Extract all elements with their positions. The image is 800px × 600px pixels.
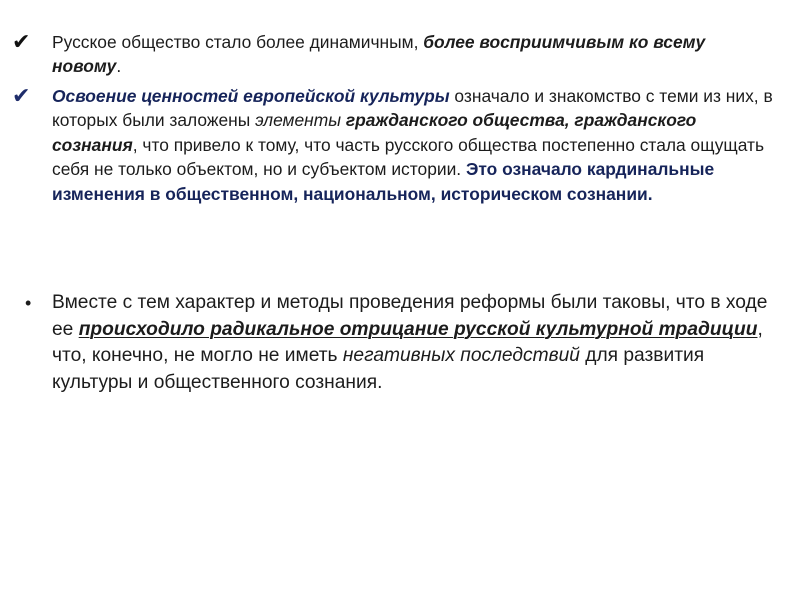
emphasis-text: происходило радикальное отрицание русской культурной традиции [78,318,758,340]
bullet-item-1 [12,29,778,79]
highlight-text: Освоение ценностей европейской культуры [52,86,450,106]
conclusion-text: Это означало кардинальные изменения в общественном, национальном, историческом сознании. [52,159,715,204]
italic-text: негативных последствий [342,345,580,366]
text-segment: , что привело к тому, что часть русского общества постепенно стала ощущать себя не только объектом, но и субъектом истории. [52,134,765,180]
text-segment: Вместе с тем характер и методы проведения реформы были таковы, что в ходе ее [52,292,768,340]
text-segment: . [116,56,122,77]
text-segment: , что, конечно, не могло не иметь [52,318,763,366]
bullet-item-3 [25,290,778,396]
italic-text: элементы [255,110,341,131]
text-segment: означало и знакомство с теми из них, в которых были заложены [52,86,773,131]
bullet-item-2 [12,83,778,206]
emphasis-text: более восприимчивым ко всему новому [52,32,706,77]
emphasis-text: гражданского общества, гражданского сознания [52,110,697,155]
text-segment: Русское общество стало более динамичным, [52,32,424,52]
text-segment: для развития культуры и общественного сознания. [52,345,705,393]
checkmark-icon: ✔ [12,83,31,108]
bullet-dot-icon: • [25,293,32,313]
checkmark-icon: ✔ [12,29,31,54]
